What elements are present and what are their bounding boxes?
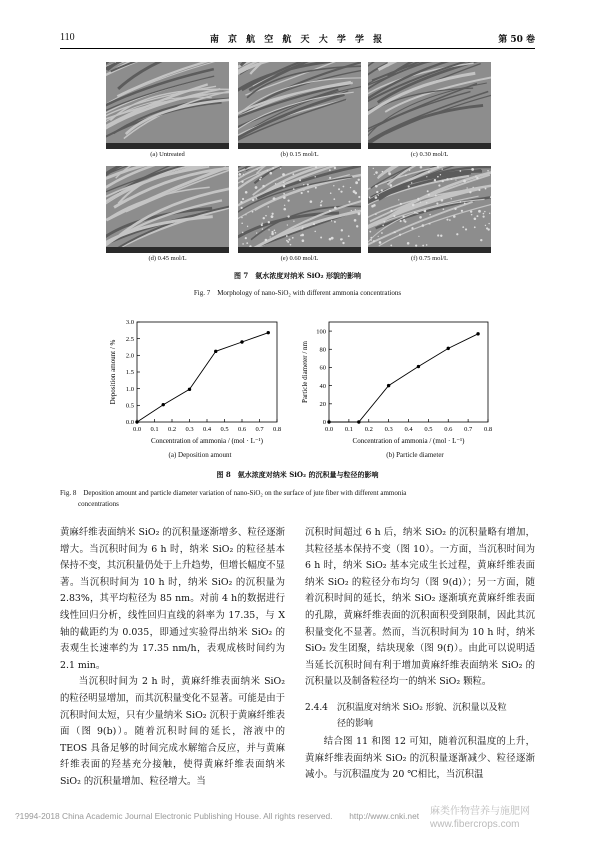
volume-label: 第 50 卷 (498, 35, 535, 45)
y-axis-label: Particle diameter / nm (301, 340, 309, 404)
page-number: 110 (60, 32, 75, 43)
data-point (240, 340, 243, 343)
y-tick-label: 100 (316, 328, 326, 336)
left-paragraph-1: 黄麻纤维表面纳米 SiO₂ 的沉积量逐渐增多、粒径逐渐增大。当沉积时间为 6 h 时，纳米 SiO₂ 的粒径基本保持不变，其沉积量仍处于上升趋势，但增长幅度不显著。当沉积时间为 10 h 时，纳米 SiO₂ 的沉积量为 2.83%，其平均粒径为 85 nm。对前 4 h的数据进行线性回归分析，线性回归直线的斜率为 17.35，与 X 轴的截距约为 0.035，即通过实验得出纳米 SiO₂ 的表观生长速率约为 17.35 nm/h，表观成核时间约为 2.1 min。 (60, 527, 286, 671)
fig8-panel-a-label: (a) Deposition amount (168, 451, 232, 459)
chart-deposition-amount (100, 310, 290, 460)
plot-frame (329, 322, 488, 422)
x-tick-label: 0.5 (424, 426, 433, 433)
left-column (60, 525, 285, 791)
section-heading (305, 700, 540, 732)
fig8-caption-en-1: Fig. 8 Deposition amount and particle diameter variation of nano-SiO₂ on the surface of jute fiber with different ammonia (60, 489, 407, 497)
y-tick-label: 3.0 (125, 319, 134, 327)
data-point (162, 403, 165, 406)
x-tick-label: 0.3 (185, 426, 194, 433)
sem-image-a (106, 62, 229, 149)
data-point (267, 331, 270, 334)
fig8-caption-en-2: concentrations (78, 500, 119, 508)
data-point (387, 384, 390, 387)
section-title-1: 沉积温度对纳米 SiO₂ 形貌、沉积量以及粒 (336, 703, 507, 713)
sem-image-d (106, 166, 229, 253)
data-line (329, 334, 478, 422)
watermark-line-1: 麻类作物营养与施肥网 (430, 806, 530, 817)
data-point (417, 365, 420, 368)
data-point (214, 350, 217, 353)
sem-image-f (368, 166, 491, 253)
section-number: 2.4.4 (305, 703, 328, 713)
y-tick-label: 60 (319, 364, 326, 372)
x-tick-label: 0.7 (255, 426, 264, 433)
data-point (135, 420, 138, 423)
fig7-caption-cn: 图 7 氨水浓度对纳米 SiO₂ 形貌的影响 (233, 271, 362, 280)
sem-image-b (238, 62, 361, 149)
y-tick-label: 0 (322, 419, 326, 427)
x-tick-label: 0.2 (167, 426, 177, 433)
panel-caption-a: (a) Untreated (150, 151, 185, 158)
fig8-panel-b-label: (b) Particle diameter (386, 451, 444, 459)
x-tick-label: 0.3 (384, 426, 393, 433)
y-tick-label: 20 (319, 401, 326, 409)
y-tick-label: 0.0 (125, 419, 134, 427)
x-tick-label: 0.4 (404, 426, 413, 433)
copyright-footer: ?1994-2018 China Academic Journal Electronic Publishing House. All rights reserved. http://www.cnki.net (15, 811, 420, 821)
fig7-caption-en: Fig. 7 Morphology of nano-SiO₂ with different ammonia concentrations (193, 289, 402, 297)
x-axis-label: Concentration of ammonia / (mol · L⁻¹) (352, 437, 465, 445)
right-column (305, 525, 535, 691)
x-tick-label: 0.1 (344, 426, 353, 433)
data-line (137, 333, 268, 422)
running-header (60, 32, 535, 46)
data-point (188, 388, 191, 391)
panel-caption-b: (b) 0.15 mol/L (280, 151, 319, 158)
data-point (476, 332, 479, 335)
journal-title: 南 京 航 空 航 天 大 学 学 报 (209, 35, 386, 45)
panel-caption-c: (c) 0.30 mol/L (410, 151, 449, 158)
y-tick-label: 2.5 (125, 335, 134, 343)
data-point (327, 420, 330, 423)
data-point (447, 347, 450, 350)
data-point (357, 420, 360, 423)
x-tick-label: 0.0 (324, 426, 334, 433)
watermark (430, 805, 530, 831)
y-tick-label: 2.0 (125, 352, 134, 360)
sem-image-e (238, 166, 361, 253)
right-paragraph-1: 沉积时间超过 6 h 后，纳米 SiO₂ 的沉积量略有增加，其粒径基本保持不变（图 10）。一方面，当沉积时间为 6 h 时，纳米 SiO₂ 基本完成生长过程，黄麻纤维表面纳米 SiO₂ 的粒径分布均匀（图 9(d)）；另一方面，随着沉积时间的延长，纳米 SiO₂ 逐渐填充黄麻纤维表面的孔隙，黄麻纤维表面的沉积面积受到限制，因此其沉积量变化不显著。然而，当沉积时间为 10 h 时，纳米 SiO₂ 发生团聚，结块现象（图 9(f)）。由此可以说明适当延长沉积时间有利于增加黄麻纤维表面纳米 SiO₂ 的沉积量以及制备粒径均一的纳米 SiO₂ 颗粒。 (305, 527, 535, 688)
x-tick-label: 0.8 (483, 426, 493, 433)
y-tick-label: 40 (319, 382, 326, 390)
header-rule (60, 48, 535, 49)
y-tick-label: 80 (319, 346, 326, 354)
y-tick-label: 1.5 (125, 369, 134, 377)
y-axis-label: Deposition amount / % (109, 339, 117, 405)
x-tick-label: 0.6 (237, 426, 247, 433)
panel-caption-f: (f) 0.75 mol/L (410, 255, 448, 262)
x-tick-label: 0.1 (150, 426, 159, 433)
y-tick-label: 0.5 (125, 402, 134, 410)
y-tick-label: 1.0 (125, 385, 134, 393)
x-tick-label: 0.5 (220, 426, 229, 433)
watermark-line-2: www.fibercrops.com (430, 819, 520, 830)
x-tick-label: 0.7 (464, 426, 473, 433)
chart-particle-diameter (300, 310, 500, 460)
right-paragraph-2: 结合图 11 和图 12 可知，随着沉积温度的上升，黄麻纤维表面纳米 SiO₂ 的沉积量逐渐减少、粒径逐渐减小。与沉积温度为 20 ℃相比，当沉积温 (305, 736, 535, 781)
fig8-caption-cn: 图 8 氨水浓度对纳米 SiO₂ 的沉积量与粒径的影响 (216, 470, 379, 479)
panel-caption-d: (d) 0.45 mol/L (148, 255, 187, 262)
panel-caption-e: (e) 0.60 mol/L (280, 255, 319, 262)
x-axis-label: Concentration of ammonia / (mol · L⁻¹) (151, 437, 263, 445)
x-tick-label: 0.6 (444, 426, 453, 433)
section-title-2: 径的影响 (337, 719, 374, 729)
x-tick-label: 0.2 (364, 426, 373, 433)
x-tick-label: 0.0 (132, 426, 142, 433)
sem-image-c (368, 62, 491, 149)
left-paragraph-2: 当沉积时间为 2 h 时，黄麻纤维表面纳米 SiO₂ 的粒径明显增加，而其沉积量变化不显著。可能是由于沉积时间太短，只有少量纳米 SiO₂ 沉积于黄麻纤维表面（图 9(b)）。随着沉积时间的延长，溶液中的 TEOS 具备足够的时间完成水解缩合反应，并与黄麻纤维表面的羟基充分接触，使得黄麻纤维表面纳米 SiO₂ 的沉积量增加、粒径增大。当 (60, 676, 286, 787)
x-tick-label: 0.8 (272, 426, 282, 433)
x-tick-label: 0.4 (202, 426, 212, 433)
